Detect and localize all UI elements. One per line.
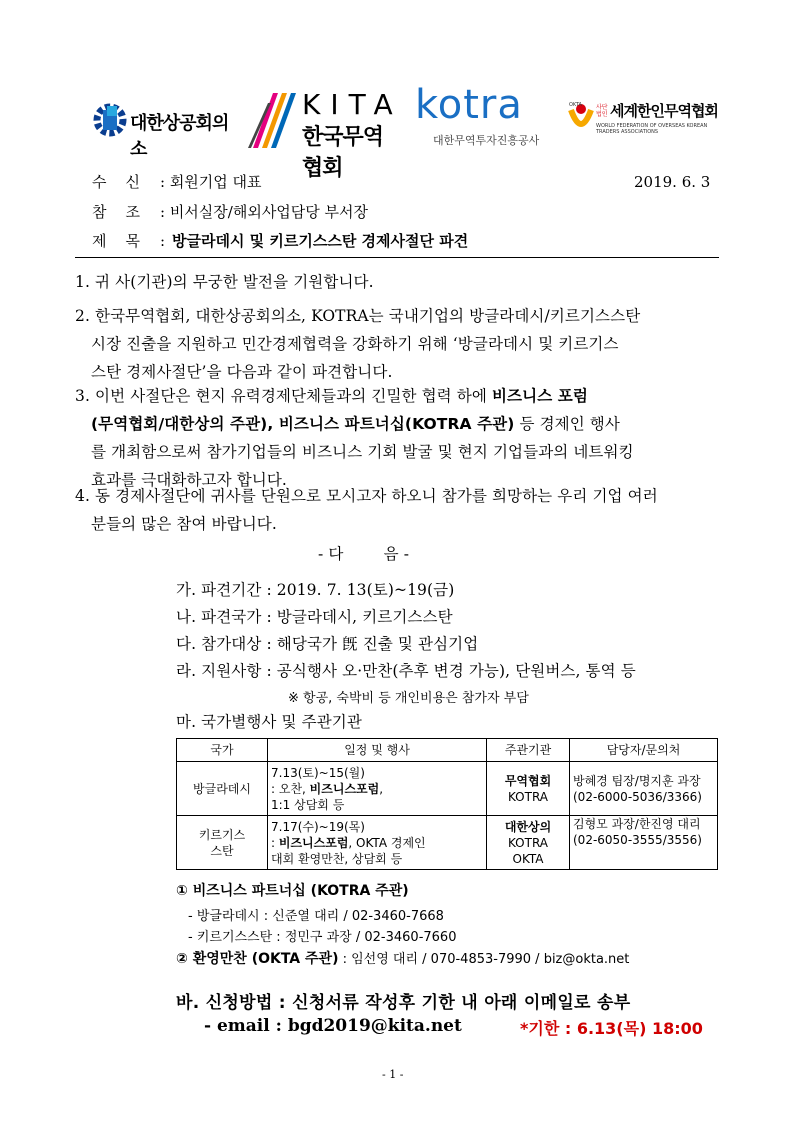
p4-line1: 4. 동 경제사절단에 귀사를 단원으로 모시고자 하오니 참가를 희망하는 우리 기업 여러 (75, 487, 658, 505)
p2-line3: 스탄 경제사절단’을 다음과 같이 파견합니다. (91, 363, 393, 381)
th-organizer: 주관기관 (487, 739, 570, 762)
cell-organizer: 무역협회 KOTRA (487, 762, 570, 816)
p2-line1: 2. 한국무역협회, 대한상공회의소, KOTRA는 국내기업의 방글라데시/키르기스스탄 (75, 307, 641, 325)
logo-kcci (90, 100, 230, 160)
p4-line2: 분들의 많은 참여 바랍니다. (91, 515, 277, 533)
paragraph-4 (75, 482, 725, 538)
okta-ko: 세계한인무역협회 (610, 102, 718, 120)
note-2 (176, 948, 629, 968)
detail-na: 나. 파견국가 : 방글라데시, 키르기스스탄 (176, 608, 453, 626)
apply-title: 바. 신청방법 : 신청서류 작성후 기한 내 아래 이메일로 송부 (176, 993, 631, 1013)
p3-bold-2: (무역협회/대한상의 주관), 비즈니스 파트너십(KOTRA 주관) (91, 415, 515, 433)
note-2-title: ② 환영만찬 (OKTA 주관) (176, 951, 339, 967)
th-country: 국가 (177, 739, 268, 762)
note-1-b: - 키르기스스탄 : 정민구 과장 / 02-3460-7660 (188, 930, 457, 945)
cell-schedule: 7.13(토)~15(월) : 오찬, 비즈니스포럼, 1:1 상담회 등 (268, 762, 487, 816)
kita-stripes-icon (248, 88, 298, 148)
okta-badge: OKTA (569, 102, 582, 108)
cc-label: 참 조 (92, 203, 141, 221)
subject-value: 방글라데시 및 키르기스스탄 경제사절단 파견 (172, 232, 469, 250)
detail-ga: 가. 파견기간 : 2019. 7. 13(토)~19(금) (176, 581, 455, 599)
logo-kotra (415, 82, 555, 150)
cell-contact: 방혜경 팀장/명지훈 과장 (02-6000-5036/3366) (570, 762, 718, 816)
logo-okta (568, 100, 718, 140)
p3-bold-1: 비즈니스 포럼 (491, 387, 588, 405)
okta-prefix: 사단법인 (596, 104, 608, 118)
subject-label: 제 목 (92, 232, 141, 250)
detail-ra: 라. 지원사항 : 공식행사 오·만찬(추후 변경 가능), 단원버스, 통역 등 (176, 662, 636, 680)
p3-line2: (무역협회/대한상의 주관), 비즈니스 파트너십(KOTRA 주관) 등 경제인 행사 (91, 415, 620, 433)
p2-line2: 시장 진출을 지원하고 민간경제협력을 강화하기 위해 ‘방글라데시 및 키르기스 (91, 335, 619, 353)
cell-contact: 김형모 과장/한진영 대리 (02-6050-3555/3556) (570, 816, 718, 870)
date: 2019. 6. 3 (634, 173, 711, 191)
th-schedule: 일정 및 행사 (268, 739, 487, 762)
to-label: 수 신 (92, 173, 141, 191)
cell-country: 키르기스 스탄 (177, 816, 268, 870)
note-1-title: ① 비즈니스 파트너십 (KOTRA 주관) (176, 883, 409, 899)
kita-ko: 한국무역협회 (302, 125, 384, 181)
detail-da: 다. 참가대상 : 해당국가 旣 진출 및 관심기업 (176, 635, 479, 653)
details-heading: - 다 음 - (318, 545, 410, 563)
apply-deadline: *기한 : 6.13(목) 18:00 (520, 1019, 703, 1038)
note-1-a: - 방글라데시 : 신준열 대리 / 02-3460-7668 (188, 909, 444, 924)
note-2-rest: : 임선영 대리 / 070-4853-7990 / biz@okta.net (338, 952, 630, 967)
kotra-ko: 대한무역투자진흥공사 (433, 134, 540, 147)
cell-schedule: 7.17(수)~19(목) : 비즈니스포럼, OKTA 경제인 대회 환영만찬, 상담회 등 (268, 816, 487, 870)
table-row (177, 762, 718, 816)
paragraph-1: 1. 귀 사(기관)의 무궁한 발전을 기원합니다. (75, 273, 374, 291)
detail-ra-note: ※ 항공, 숙박비 등 개인비용은 참가자 부담 (288, 691, 529, 706)
cc-value: : 비서실장/해외사업담당 부서장 (160, 203, 369, 221)
logo-kita (248, 88, 403, 181)
page-number: - 1 - (382, 1068, 404, 1081)
apply-email: - email : bgd2019@kita.net (204, 1016, 462, 1036)
kcci-name: 대한상공회의소 (130, 113, 229, 160)
events-table (176, 738, 718, 870)
paragraph-3 (75, 382, 725, 494)
okta-en: WORLD FEDERATION OF OVERSEAS KOREAN TRADERS ASSOCIATIONS (596, 123, 708, 135)
kotra-en: kotra (415, 82, 523, 128)
cell-country: 방글라데시 (177, 762, 268, 816)
th-contact: 담당자/문의처 (570, 739, 718, 762)
p3-line1: 3. 이번 사절단은 현지 유력경제단체들과의 긴밀한 협력 하에 비즈니스 포럼 (75, 387, 588, 405)
detail-ma: 마. 국가별행사 및 주관기관 (176, 713, 362, 731)
table-header-row (177, 739, 718, 762)
p3-line4: 효과를 극대화하고자 합니다. (91, 471, 287, 489)
to-value: : 회원기업 대표 (160, 173, 262, 191)
header-divider (75, 257, 719, 258)
kcci-gear-icon (90, 100, 130, 140)
kita-en: KITA (302, 88, 403, 121)
paragraph-2 (75, 302, 725, 386)
table-row (177, 816, 718, 870)
p3-line3: 를 개최함으로써 참가기업들의 비즈니스 기회 발굴 및 현지 기업들과의 네트워킹 (91, 443, 634, 461)
subject-sep: : (160, 232, 166, 250)
cell-organizer: 대한상의 KOTRA OKTA (487, 816, 570, 870)
